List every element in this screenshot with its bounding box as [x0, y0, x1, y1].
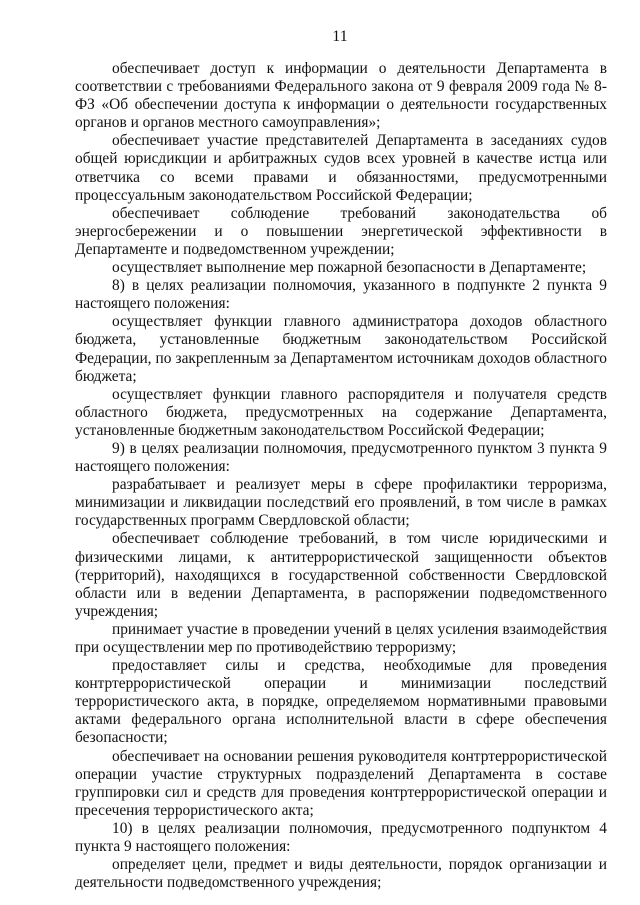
document-body — [75, 60, 607, 892]
paragraph: разрабатывает и реализует меры в сфере профилактики терроризма, минимизации и ликвидации последствий его проявлений, в том числе в рамках государственных программ Свердловской области; — [75, 476, 607, 530]
paragraph: определяет цели, предмет и виды деятельности, порядок организации и деятельности подведомственного учреждения; — [75, 856, 607, 892]
paragraph: предоставляет силы и средства, необходимые для проведения контртеррористической операции и минимизации последствий террористического акта, в порядке, определяемом нормативными правовыми актами федерального органа исполнительной власти в сфере обеспечения безопасности; — [75, 657, 607, 747]
paragraph: обеспечивает доступ к информации о деятельности Департамента в соответствии с требованиями Федерального закона от 9 февраля 2009 года № 8-ФЗ «Об обеспечении доступа к информации о деятельности государственных органов и органов местного самоуправления»; — [75, 60, 607, 132]
paragraph: обеспечивает участие представителей Департамента в заседаниях судов общей юрисдикции и арбитражных судов всех уровней в качестве истца или ответчика со всеми правами и обязанностями, предусмотренными процессуальным законодательством Российской Федерации; — [75, 132, 607, 204]
paragraph: 10) в целях реализации полномочия, предусмотренного подпунктом 4 пункта 9 настоящего положения: — [75, 819, 607, 856]
paragraph: обеспечивает на основании решения руководителя контртеррористической операции участие структурных подразделений Департамента в составе группировки сил и средств для проведения контртеррористической операции и пресечения террористического акта; — [75, 747, 607, 819]
paragraph: принимает участие в проведении учений в целях усиления взаимодействия при осуществлении мер по противодействию терроризму; — [75, 620, 607, 656]
paragraph: осуществляет функции главного администратора доходов областного бюджета, установленные бюджетным законодательством Российской Федерации, по закрепленным за Департаментом источникам доходов областного бюджета; — [75, 313, 607, 385]
page-number: 11 — [332, 28, 348, 45]
paragraph: 8) в целях реализации полномочия, указанного в подпункте 2 пункта 9 настоящего положения: — [75, 277, 607, 313]
paragraph: осуществляет функции главного распорядителя и получателя средств областного бюджета, предусмотренных на содержание Департамента, установленные бюджетным законодательством Российской Федерации; — [75, 385, 607, 439]
paragraph: осуществляет выполнение мер пожарной безопасности в Департаменте; — [112, 259, 587, 277]
paragraph: обеспечивает соблюдение требований, в том числе юридическими и физическими лицами, к антитеррористической защищенности объектов (территорий), находящихся в государственной собственности Свердловской области или в ведении Департамента, в распоряжении подведомственного учреждения; — [75, 530, 607, 620]
paragraph: 9) в целях реализации полномочия, предусмотренного пунктом 3 пункта 9 настоящего положения: — [75, 439, 607, 476]
paragraph: обеспечивает соблюдение требований законодательства об энергосбережении и о повышении энергетической эффективности в Департаменте и подведомственном учреждении; — [75, 204, 607, 258]
